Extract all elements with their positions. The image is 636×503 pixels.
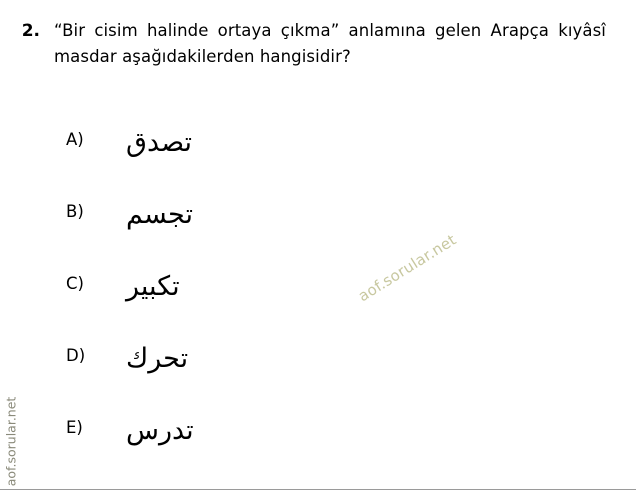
- question-block: [14, 18, 614, 70]
- option-b[interactable]: [14, 200, 614, 272]
- option-d[interactable]: [14, 344, 614, 416]
- option-a[interactable]: [14, 128, 614, 200]
- option-a-letter: A): [66, 130, 84, 149]
- answer-options-list: [14, 128, 614, 488]
- option-d-letter: D): [66, 346, 86, 365]
- option-c[interactable]: [14, 272, 614, 344]
- option-e[interactable]: [14, 416, 614, 488]
- question-text: “Bir cisim halinde ortaya çıkma” anlamına gelen Arapça kıyâsî masdar aşağıdakilerden hangisidir?: [54, 21, 606, 66]
- side-watermark: aof.sorular.net: [3, 396, 19, 487]
- option-e-text: تدرس: [126, 415, 194, 446]
- option-c-letter: C): [66, 274, 84, 293]
- question-number: 2.: [21, 21, 40, 41]
- option-d-text: تحرك: [126, 343, 189, 374]
- option-b-letter: B): [66, 202, 84, 221]
- option-b-text: تجسم: [126, 199, 193, 230]
- option-a-text: تصدق: [126, 127, 193, 158]
- option-e-letter: E): [66, 418, 83, 437]
- diagonal-watermark: aof.sorular.net: [355, 230, 460, 306]
- option-c-text: تكبير: [126, 271, 180, 302]
- footer-divider: [0, 489, 636, 490]
